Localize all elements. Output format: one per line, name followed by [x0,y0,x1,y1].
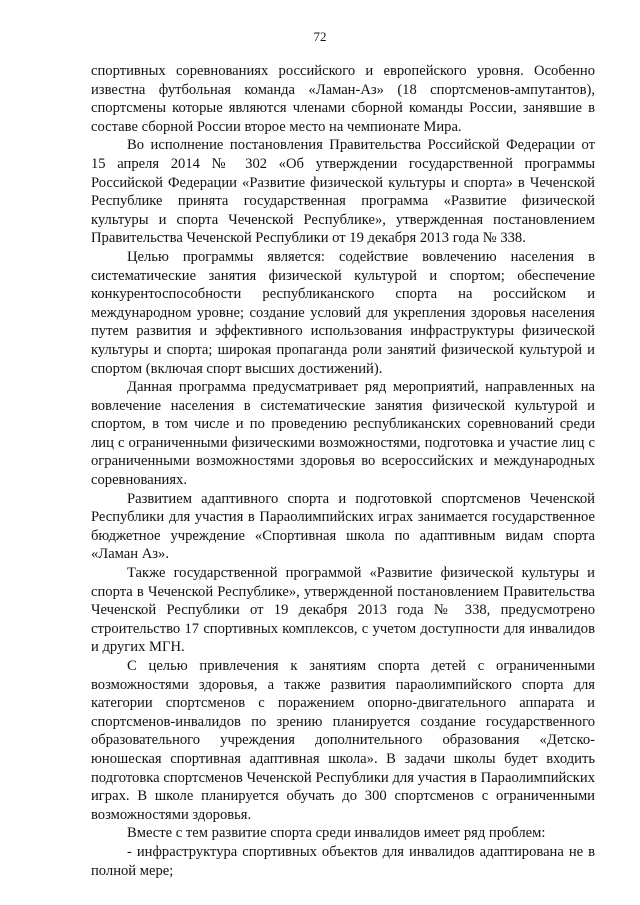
paragraph-program-activities: Данная программа предусматривает ряд мероприятий, направленных на вовлечение населения в систематические занятия физической культурой и спортом, в том числе и по проведению республиканских соревнований среди лиц с ограниченными физическими возможностями, подготовка и участие лиц с ограниченными возможностями здоровья во всероссийских и международных соревнованиях. [91,379,595,489]
paragraph-sports-complexes: Также государственной программой «Развитие физической культуры и спорта в Чеченской Республике», утвержденной постановлением Правительства Чеченской Республики от 19 декабря 2013 года № 338, предусмотрено строительство 17 спортивных комплексов, с учетом доступности для инвалидов и других МГН. [91,565,595,656]
paragraph-government-decree: Во исполнение постановления Правительства Российской Федерации от 15 апреля 2014 № 302 «Об утверждении государственной программы Российской Федерации «Развитие физической культуры и спорта» в Чеченской Республике принята государственная программа «Развитие физической культуры и спорта Чеченской Республике», утвержденная постановлением Правительства Чеченской Республики от 19 декабря 2013 года № 338. [91,137,595,247]
paragraph-program-goal: Целью программы является: содействие вовлечению населения в систематические занятия физической культурой и спортом; обеспечение конкурентоспособности республиканского спорта на российском и международном уровне; создание условий для укрепления здоровья населения путем развития и эффективного использования инфраструктуры физической культуры и спорта; широкая пропаганда роли занятий физической культурой и спортом (включая спорт высших достижений). [91,248,595,377]
paragraph-problem-item: - инфраструктура спортивных объектов для инвалидов адаптирована не в полной мере; [91,843,595,879]
paragraph-adaptive-sports-school: Развитием адаптивного спорта и подготовкой спортсменов Чеченской Республики для участия в Параолимпийских играх занимается государственное бюджетное учреждение «Спортивная школа по адаптивным видам спорта «Ламан Аз». [91,490,595,563]
paragraph-youth-school-plan: С целью привлечения к занятиям спорта детей с ограниченными возможностями здоровья, а также развития параолимпийского спорта для категории спортсменов с поражением опорно-двигательного аппарата и спортсменов-инвалидов по зрению планируется создание государственного образовательного учреждения дополнительного образования «Детско-юношеская спортивная адаптивная школа». В задачи школы будет входить подготовка спортсменов Чеченской Республики для участия в Параолимпийских играх. В школе планируется обучать до 300 спортсменов с ограниченными возможностями здоровья. [91,658,595,823]
paragraph-problems-intro: Вместе с тем развитие спорта среди инвалидов имеет ряд проблем: [127,825,546,842]
page-number: 72 [313,29,327,44]
document-body [91,62,595,880]
paragraph-continuation: спортивных соревнованиях российского и европейского уровня. Особенно известна футбольная команда «Ламан-Аз» (18 спортсменов-ампутантов), спортсмены которые являются членами сборной команды России, занявшие в составе сборной России второе место на чемпионате Мира. [91,63,595,135]
